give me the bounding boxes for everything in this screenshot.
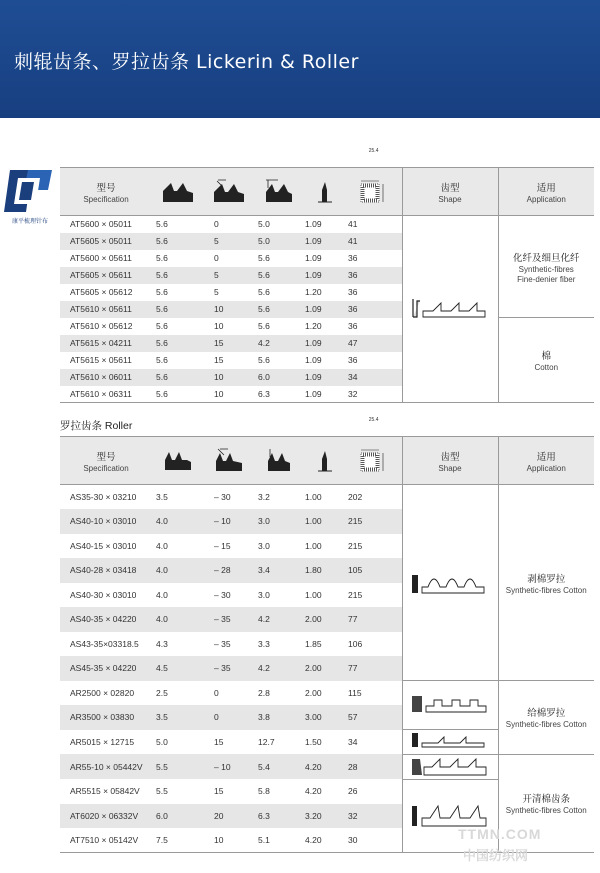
value-cell: 36 [348,287,358,297]
spec-cell: AT5610 × 06311 [60,386,152,403]
value-cell: 4.2 [254,607,303,632]
table-row [60,681,594,706]
value-cell: 1.00 [303,509,346,534]
value-cell: 3.00 [303,705,346,730]
spec-cell: AT5605 × 05011 [60,233,152,250]
value-cell: 4.0 [152,607,204,632]
value-cell: 3.5 [152,705,204,730]
spec-cell: AR2500 × 02820 [70,687,135,698]
value-cell: 36 [346,301,402,318]
value-cell: 106 [348,638,363,649]
spec-cell: AS43-35×03318.5 [70,638,139,649]
value-cell: 36 [348,253,358,263]
shape-cell [402,681,498,730]
value-cell: 15 [214,786,224,797]
application-cell: 棉 Cotton [498,318,594,403]
value-cell: 5.6 [152,335,204,352]
value-cell: 4.20 [303,828,346,853]
value-cell: 4.2 [254,656,303,681]
header-angle-icon [204,437,254,485]
spec-cell: AT5615 × 04211 [60,335,152,352]
value-cell: 28 [346,754,402,779]
value-cell: 5.6 [258,355,270,365]
value-cell: 3.0 [258,589,270,600]
value-cell: 10 [204,369,254,386]
value-cell: 1.09 [303,369,346,386]
value-cell: 3.5 [156,492,168,502]
value-cell: 5.8 [258,786,270,797]
spec-cell: AR5515 × 05842V [70,786,140,797]
value-cell: 5.5 [156,786,168,797]
value-cell: – 10 [204,509,254,534]
header-pitch-icon [152,437,204,485]
value-cell: 5.6 [152,369,204,386]
value-cell: 5.5 [152,754,204,779]
value-cell: 4.0 [156,540,168,551]
spec-cell: AT5610 × 06011 [60,369,152,386]
value-cell: 5.4 [254,754,303,779]
value-cell: 3.2 [258,492,270,502]
value-cell: 5.6 [254,301,303,318]
spec-cell: AT5605 × 05612 [70,287,133,297]
watermark-text-cn: 中国纺织网 [463,848,529,863]
tooth-shape-icon [411,297,489,319]
value-cell: 5.6 [258,287,270,297]
value-cell: 2.00 [305,687,322,698]
value-cell: 5 [214,287,219,297]
spec-cell: AS40-15 × 03010 [70,540,137,551]
value-cell: 5.6 [258,321,270,331]
value-cell: 15 [204,335,254,352]
value-cell: 6.3 [254,386,303,403]
value-cell: 34 [348,736,358,747]
value-cell: 4.0 [156,589,168,600]
tooth-shape-icon [410,692,490,716]
value-cell: 1.20 [305,321,322,331]
value-cell: 5 [204,267,254,284]
value-cell: 32 [346,804,402,829]
spec-cell: AS45-35 × 04220 [60,656,152,681]
value-cell: – 10 [204,754,254,779]
value-cell: 215 [348,589,363,600]
tooth-shape-icon [410,569,490,595]
table-row [60,754,594,779]
table-row [60,318,594,335]
value-cell: 30 [346,828,402,853]
header-angle-icon [204,168,254,216]
application-cell: 化纤及细旦化纤 Synthetic-fibres Fine-denier fiber [498,216,594,318]
header-model: 型号 Specification [60,437,152,485]
spec-cell: AT5615 × 05611 [70,355,132,365]
value-cell: 7.5 [152,828,204,853]
value-cell: 1.09 [303,233,346,250]
value-cell: 1.09 [303,386,346,403]
value-cell: 3.20 [303,804,346,829]
value-cell: 3.4 [254,558,303,583]
value-cell: 0 [204,705,254,730]
value-cell: – 15 [214,540,231,551]
spec-cell: AT5600 × 05611 [70,253,132,263]
value-cell: – 35 [204,607,254,632]
value-cell: 41 [348,219,358,230]
value-cell: 77 [346,656,402,681]
application-cell: 开清棉齿条 Synthetic-fibres Cotton [498,754,594,853]
value-cell: 1.00 [305,492,322,502]
header-model: 型号 Specification [60,168,152,216]
value-cell: 5 [204,233,254,250]
value-cell: 1.09 [305,219,322,230]
value-cell: 202 [348,492,363,502]
value-cell: 5.6 [254,267,303,284]
value-cell: 1.85 [305,638,322,649]
value-cell: 10 [204,386,254,403]
value-cell: 5.6 [152,301,204,318]
value-cell: 1.50 [305,736,322,747]
spec-cell: AT6020 × 06332V [60,804,152,829]
value-cell: 3.0 [258,540,270,551]
value-cell: 20 [204,804,254,829]
spec-cell: AT5605 × 05611 [60,267,152,284]
shape-cell [402,754,498,779]
value-cell: – 35 [214,638,231,649]
lickerin-table [60,147,594,403]
value-cell: 4.3 [156,638,168,649]
value-cell: 0 [214,253,219,263]
value-cell: 0 [214,219,219,230]
header-density-icon [346,147,402,216]
shape-cell [402,485,498,681]
spec-cell: AS40-10 × 03010 [60,509,152,534]
dim-label-a: 25.4 [368,416,379,423]
value-cell: 2.8 [258,687,270,698]
value-cell: – 28 [204,558,254,583]
value-cell: 2.5 [156,687,168,698]
value-cell: – 30 [214,589,231,600]
value-cell: 3.0 [254,509,303,534]
header-height-icon [254,437,303,485]
spec-cell: AS35-30 × 03210 [70,492,137,502]
value-cell: – 30 [214,492,231,502]
value-cell: 3.8 [254,705,303,730]
value-cell: 1.09 [303,301,346,318]
value-cell: 115 [348,687,362,698]
roller-section-title: 罗拉齿条 Roller [60,420,133,432]
spec-cell: AT7510 × 05142V [60,828,152,853]
logo-caption: 康平梳理针布 [11,219,48,225]
tooth-shape-icon [410,731,490,751]
value-cell: 10 [214,321,224,331]
value-cell: 10 [204,828,254,853]
dim-label-a: 25.4 [368,147,379,154]
value-cell: 5.6 [156,321,168,331]
spec-cell: AT5610 × 05612 [70,321,133,331]
value-cell: 5.6 [156,253,168,263]
value-cell: 15 [214,355,224,365]
value-cell: 2.00 [303,607,346,632]
header-pitch-icon [152,168,204,216]
value-cell: 77 [346,607,402,632]
value-cell: 1.80 [303,558,346,583]
value-cell: 4.0 [152,558,204,583]
value-cell: 36 [346,267,402,284]
spec-cell: AR3500 × 03830 [60,705,152,730]
header-width-icon [303,437,346,485]
header-width-icon [303,168,346,216]
value-cell: 57 [346,705,402,730]
value-cell: 2.00 [303,656,346,681]
header-density-icon [346,416,402,485]
title-banner [0,0,600,118]
value-cell: 5.0 [254,233,303,250]
spec-cell: AR5015 × 12715 [70,736,135,747]
application-cell: 给棉罗拉 Synthetic-fibres Cotton [498,681,594,755]
value-cell: 5.1 [254,828,303,853]
value-cell: 0 [214,687,219,698]
value-cell: 10 [204,301,254,318]
value-cell: 15 [214,736,224,747]
value-cell: 215 [346,509,402,534]
header-application: 适用 Application [498,168,594,216]
company-logo-icon [4,168,54,214]
value-cell: 215 [348,540,363,551]
value-cell: 1.09 [303,267,346,284]
value-cell: 5.6 [152,233,204,250]
spec-cell: AT5610 × 05611 [60,301,152,318]
value-cell: 5.6 [156,287,168,297]
value-cell: 6.3 [254,804,303,829]
value-cell: – 35 [204,656,254,681]
header-shape: 齿型 Shape [402,437,498,485]
value-cell: 4.20 [303,754,346,779]
value-cell: 1.00 [305,589,322,600]
value-cell: 36 [348,355,358,365]
table-row [60,485,594,510]
value-cell: 4.0 [152,509,204,534]
value-cell: 47 [346,335,402,352]
application-cell: 剥棉罗拉 Synthetic-fibres Cotton [498,485,594,681]
spec-cell: AS40-28 × 03418 [60,558,152,583]
value-cell: 5.6 [156,355,168,365]
value-cell: 5.6 [156,219,168,230]
value-cell: 32 [346,386,402,403]
value-cell: 4.2 [254,335,303,352]
value-cell: 5.0 [258,219,270,230]
value-cell: 12.7 [258,736,275,747]
header-shape: 齿型 Shape [402,168,498,216]
table-row [60,216,594,233]
value-cell: 26 [348,786,358,797]
value-cell: 1.09 [305,355,322,365]
page-title: 刺辊齿条、罗拉齿条 Lickerin & Roller [14,51,359,73]
value-cell: 105 [346,558,402,583]
value-cell: 41 [346,233,402,250]
tooth-shape-icon [410,755,490,777]
value-cell: 1.09 [305,253,322,263]
shape-cell [402,216,498,403]
spec-cell: AS40-35 × 04220 [60,607,152,632]
value-cell: 1.20 [305,287,322,297]
value-cell: 4.20 [305,786,322,797]
value-cell: 1.00 [305,540,322,551]
value-cell: 36 [348,321,358,331]
shape-cell [402,730,498,755]
value-cell: 1.09 [303,335,346,352]
spec-cell: AR55-10 × 05442V [60,754,152,779]
header-height-icon [254,168,303,216]
header-application: 适用 Application [498,437,594,485]
value-cell: 6.0 [152,804,204,829]
value-cell: 5.6 [152,386,204,403]
value-cell: 5.6 [152,267,204,284]
value-cell: 4.5 [152,656,204,681]
value-cell: 34 [346,369,402,386]
value-cell: 5.6 [258,253,270,263]
value-cell: 5.0 [156,736,168,747]
value-cell: 6.0 [254,369,303,386]
watermark-text: TTMN.COM [458,826,542,842]
spec-cell: AT5600 × 05011 [70,219,132,230]
value-cell: 3.3 [258,638,270,649]
spec-cell: AS40-30 × 03010 [70,589,137,600]
